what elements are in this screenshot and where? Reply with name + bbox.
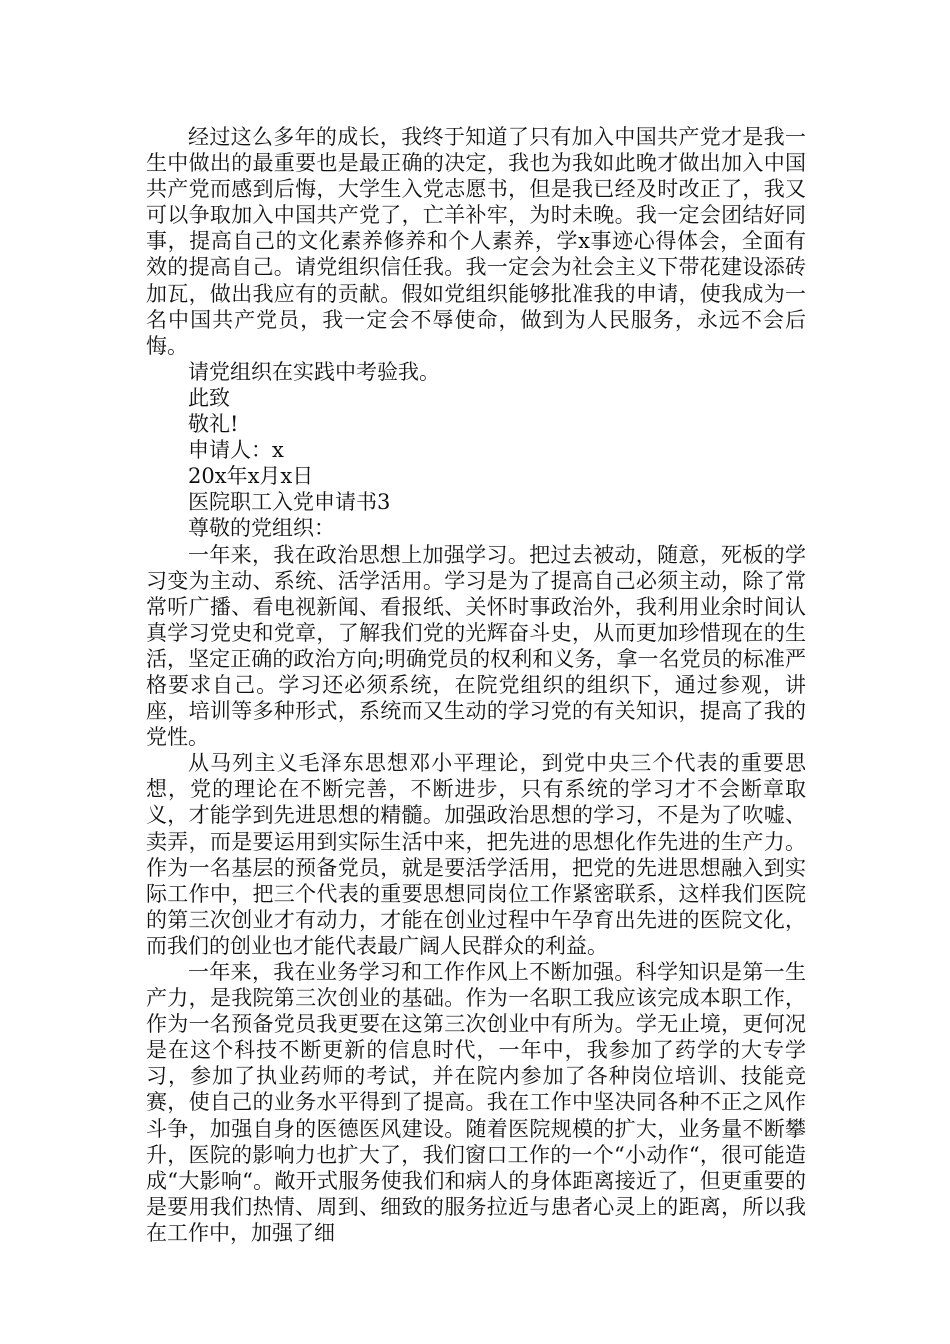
applicant-line: 申请人：x (188, 438, 284, 463)
date-line: 20x年x月x日 (188, 464, 314, 489)
paragraph-determination: 经过这么多年的成长，我终于知道了只有加入中国共产党才是我一生中做出的最重要也是最正确的决定，我也为我如此晚才做出加入中国共产党而感到后悔，大学生入党志愿书，但是我已经及时改正了，我又可以争取加入中国共产党了，亡羊补牢，为时未晚。我一定会团结好同事，提高自己的文化素养修养和个人素养，学x事迹心得体会，全面有效的提高自己。请党组织信任我。我一定会为社会主义下带花建设添砖加瓦，做出我应有的贡献。假如党组织能够批准我的申请，使我成为一名中国共产党员，我一定会不辱使命，做到为人民服务，永远不会后悔。 (146, 125, 806, 358)
salute-line: 敬礼! (188, 412, 239, 437)
paragraph-theory: 从马列主义毛泽东思想邓小平理论，到党中央三个代表的重要思想，党的理论在不断完善，不断进步，只有系统的学习才不会断章取义，才能学到先进思想的精髓。加强政治思想的学习，不是为了吹嘘、卖弄，而是要运用到实际生活中来，把先进的思想化作先进的生产力。作为一名基层的预备党员，就是要活学活用，把党的先进思想融入到实际工作中，把三个代表的重要思想同岗位工作紧密联系，这样我们医院的第三次创业才有动力，才能在创业过程中午孕育出先进的医院文化，而我们的创业也才能代表最广阔人民群众的利益。 (146, 751, 806, 958)
paragraph-political-study: 一年来，我在政治思想上加强学习。把过去被动，随意，死板的学习变为主动、系统、活学活用。学习是为了提高自己必须主动，除了常常听广播、看电视新闻、看报纸、关怀时事政治外，我利用业余时间认真学习党史和党章，了解我们党的光辉奋斗史，从而更加珍惜现在的生活，坚定正确的政治方向;明确党员的权利和义务，拿一名党员的标准严格要求自己。学习还必须系统，在院党组织的组织下，通过参观，讲座，培训等多种形式，系统而又生动的学习党的有关知识，提高了我的党性。 (146, 542, 806, 750)
closing-line: 此致 (188, 385, 230, 410)
document-page (146, 124, 806, 1246)
paragraph-request-test: 请党组织在实践中考验我。 (188, 359, 440, 384)
greeting-line: 尊敬的党组织： (188, 516, 335, 541)
document-title: 医院职工入党申请书3 (188, 490, 391, 515)
paragraph-work-style: 一年来，我在业务学习和工作作风上不断加强。科学知识是第一生产力，是我院第三次创业的基础。作为一名职工我应该完成本职工作，作为一名预备党员我更要在这第三次创业中有所为。学无止境，更何况是在这个科技不断更新的信息时代，一年中，我参加了药学的大专学习，参加了执业药师的考试，并在院内参加了各种岗位培训、技能竞赛，使自己的业务水平得到了提高。我在工作中坚决同各种不正之风作斗争，加强自身的医德医风建设。随着医院规模的扩大，业务量不断攀升，医院的影响力也扩大了，我们窗口工作的一个“小动作“，很可能造成“大影响“。敞开式服务使我们和病人的身体距离接近了，但更重要的是要用我们热情、周到、细致的服务拉近与患者心灵上的距离，所以我在工作中，加强了细 (146, 960, 806, 1245)
